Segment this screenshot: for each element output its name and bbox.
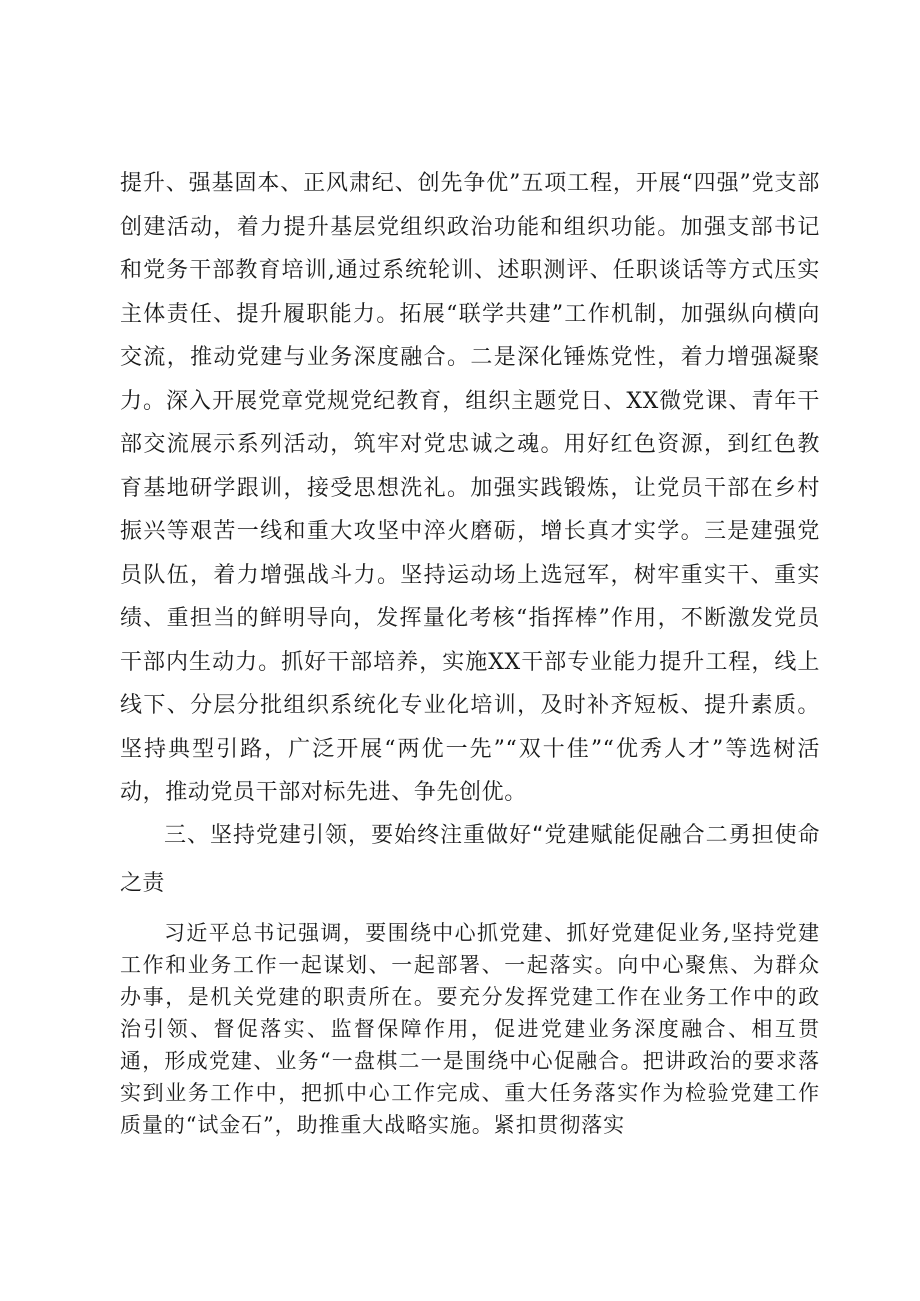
section-heading: 三、坚持党建引领，要始终注重做好“党建赋能促融合二勇担使命之责 — [120, 823, 820, 896]
body-paragraph: 提升、强基固本、正风肃纪、创先争优”五项工程，开展“四强”党支部创建活动，着力提升基层党组织政治功能和组织功能。加强支部书记和党务干部教育培训,通过系统轮训、述职测评、任职谈话等方式压实主体责任、提升履职能力。拓展“联学共建”工作机制，加强纵向横向交流，推动党建与业务深度融合。二是深化锤炼党性，着力增强凝聚力。深入开展党章党规党纪教育，组织主题党日、XX微党课、青年干部交流展示系列活动，筑牢对党忠诚之魂。用好红色资源，到红色教育基地研学跟训，接受思想洗礼。加强实践锻炼，让党员干部在乡村振兴等艰苦一线和重大攻坚中淬火磨砺，增长真才实学。三是建强党员队伍，着力增强战斗力。坚持运动场上选冠军，树牢重实干、重实绩、重担当的鲜明导向，发挥量化考核“指挥棒”作用，不断激发党员干部内生动力。抓好干部培养，实施XX干部专业能力提升工程，线上线下、分层分批组织系统化专业化培训，及时补齐短板、提升素质。坚持典型引路，广泛开展“两优一先”“双十佳”“优秀人才”等选树活动，推动党员干部对标先进、争先创优。 — [120, 171, 820, 805]
body-paragraph: 习近平总书记强调，要围绕中心抓党建、抓好党建促业务,坚持党建工作和业务工作一起谋划、一起部署、一起落实。向中心聚焦、为群众办事，是机关党建的职责所在。要充分发挥党建工作在业务工作中的政治引领、督促落实、监督保障作用，促进党建业务深度融合、相互贯通，形成党建、业务“一盘棋二一是围绕中心促融合。把讲政治的要求落实到业务工作中，把抓中心工作完成、重大任务落实作为检验党建工作质量的“试金石”，助推重大战略实施。紧扣贯彻落实 — [120, 921, 820, 1137]
